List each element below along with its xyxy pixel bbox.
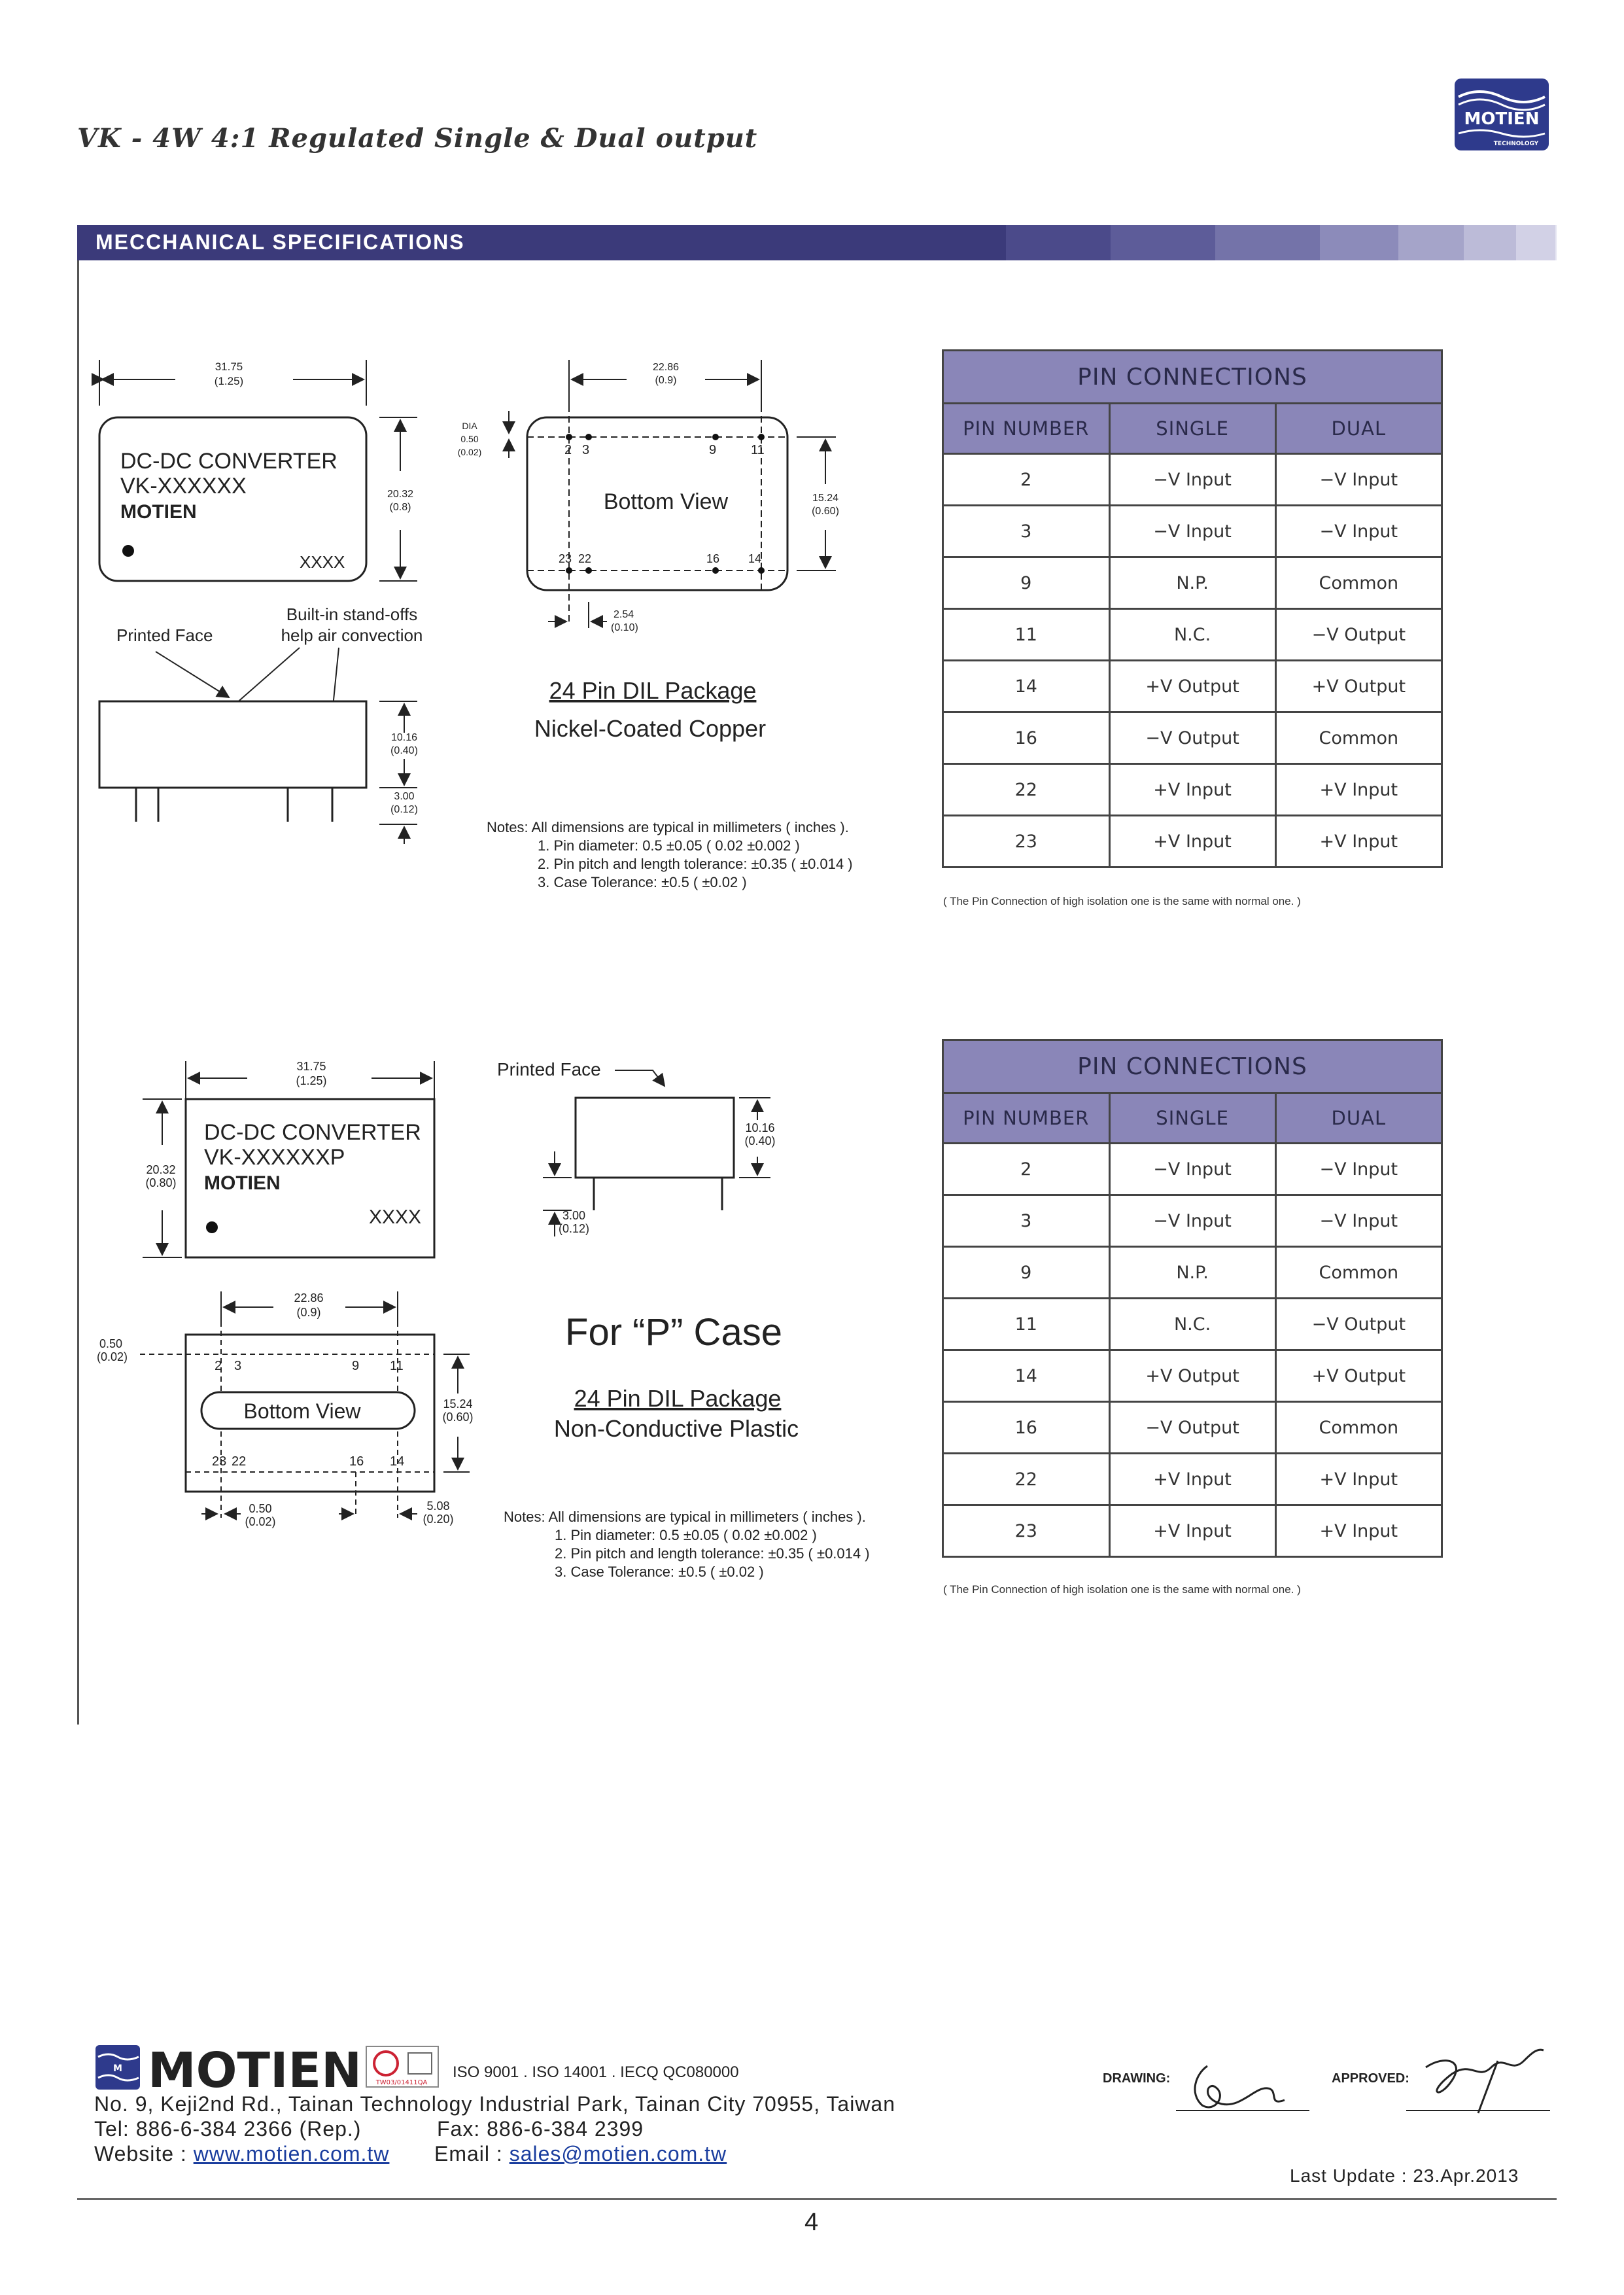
pin-2: 2 [564,443,572,457]
certifications: ISO 9001 . ISO 14001 . IECQ QC080000 [453,2063,739,2081]
motien-logo [1453,77,1550,152]
dim-row-mm: 15.24 [812,493,839,504]
package-title-2: 24 Pin DIL Package [574,1385,782,1412]
table-row [943,1195,1442,1247]
dim2-row-mm: 15.24 [443,1397,473,1410]
table-cell: +V Output [1275,1350,1442,1402]
pin2-9: 9 [352,1359,360,1373]
note2-line-3: 3. Case Tolerance: ±0.5 ( ±0.02 ) [555,1564,764,1580]
note-line-3: 3. Case Tolerance: ±0.5 ( ±0.02 ) [538,874,747,890]
table-cell: −V Output [1275,1299,1442,1350]
pin-9: 9 [709,443,717,457]
section-title: MECCHANICAL SPECIFICATIONS [95,230,465,254]
table-cell: Common [1275,557,1442,609]
website-link[interactable]: www.motien.com.tw [193,2142,390,2165]
table-cell: +V Output [1109,661,1275,712]
col-header-dual: DUAL [1275,1093,1442,1144]
table-cell: +V Input [1275,764,1442,816]
dim2-side-in: (0.40) [744,1134,776,1148]
dia-mm: 0.50 [460,434,479,444]
pin2-3: 3 [234,1359,242,1373]
dim2-offset-mm: 5.08 [426,1499,450,1513]
drawing-label: DRAWING: [1103,2071,1171,2086]
bottom-view-label: Bottom View [603,489,729,514]
package-material: Nickel-Coated Copper [534,715,767,742]
footer-brand-text: MOTIEN [148,2042,362,2094]
note-line-2: 2. Pin pitch and length tolerance: ±0.35 ( ±0.014 ) [538,856,853,872]
table-cell: +V Output [1275,661,1442,712]
dim2-height-in: (0.80) [145,1176,177,1189]
face2-code: XXXX [369,1206,422,1228]
table-row [943,1505,1442,1557]
pin2-22: 22 [232,1454,247,1469]
table-cell: −V Input [1109,1195,1275,1247]
pin2-2: 2 [215,1359,222,1373]
dim-width-in: (1.25) [214,375,244,387]
website-line: Website : www.motien.com.tw [94,2142,390,2165]
face-line1: DC-DC CONVERTER [120,449,337,474]
dim2-pinw-mm: 0.50 [249,1502,272,1515]
dim2-dia-in: (0.02) [97,1350,128,1363]
table-row [943,1454,1442,1505]
standoffs-line2: help air convection [281,625,423,645]
dim2-height-mm: 20.32 [146,1163,176,1176]
table-cell: −V Input [1109,1144,1275,1195]
col-header-single: SINGLE [1109,404,1275,454]
pin-16: 16 [706,552,720,565]
dim-pin-in: (0.12) [390,804,418,815]
table-row [943,506,1442,557]
col-header-pin: PIN NUMBER [943,1093,1110,1144]
dim2-side-mm: 10.16 [745,1121,775,1134]
table-cell: −V Input [1275,1195,1442,1247]
dim-pitch-mm: 22.86 [652,362,680,373]
printed-face-label-2: Printed Face [497,1059,601,1079]
pin1-dot-2 [206,1221,218,1233]
table-cell: 9 [943,1247,1110,1299]
table-row [943,609,1442,661]
dim2-pinw-in: (0.02) [245,1515,276,1528]
table-cell: −V Output [1109,1402,1275,1454]
table-cell: 9 [943,557,1110,609]
table-title: PIN CONNECTIONS [943,351,1442,404]
table-cell: Common [1275,712,1442,764]
table-row [943,764,1442,816]
dim-pin-mm: 3.00 [394,791,415,802]
table-cell: −V Input [1275,454,1442,506]
pin-table-note-1: ( The Pin Connection of high isolation one is the same with normal one. ) [943,895,1301,907]
dim-side-mm: 10.16 [390,732,418,743]
table-cell: −V Input [1275,506,1442,557]
dia-in: (0.02) [457,447,482,457]
col-header-dual: DUAL [1275,404,1442,454]
table-cell: 2 [943,1144,1110,1195]
drawing-signature [1169,2048,1313,2120]
dim2-width-in: (1.25) [296,1074,327,1087]
table-cell: +V Input [1109,764,1275,816]
mechanical-drawing-1 [77,340,941,916]
dim2-pitch-in: (0.9) [296,1306,321,1319]
footer-rule [77,2198,1557,2200]
logo-text: MOTIEN [1464,109,1540,129]
mechanical-drawing-2 [77,1047,941,1596]
table-cell: +V Input [1275,816,1442,867]
table-cell: +V Input [1275,1505,1442,1557]
face2-line2: VK-XXXXXXP [204,1145,345,1170]
approved-label: APPROVED: [1332,2071,1409,2086]
pin1-dot [122,545,134,557]
table-row [943,661,1442,712]
table-cell: −V Input [1275,1144,1442,1195]
footer-brand [95,2041,449,2097]
dim-width-mm: 31.75 [215,360,243,373]
table-cell: Common [1275,1402,1442,1454]
pin-14: 14 [748,552,762,565]
logo-subtext: TECHNOLOGY [1493,141,1539,147]
face-brand: MOTIEN [120,501,197,523]
dim-height-in: (0.8) [389,502,411,513]
dim2-pin-in: (0.12) [559,1222,590,1235]
face-line2: VK-XXXXXX [120,474,247,499]
pin-11: 11 [751,443,765,457]
table-row [943,1144,1442,1195]
pin-connections-table-2 [942,1039,1443,1558]
table-cell: 11 [943,609,1110,661]
email-link[interactable]: sales@motien.com.tw [509,2142,727,2165]
dim2-row-in: (0.60) [442,1410,474,1424]
pin2-11: 11 [390,1359,404,1373]
face2-brand: MOTIEN [204,1172,281,1194]
face2-line1: DC-DC CONVERTER [204,1120,421,1145]
pin2-23: 23 [212,1454,227,1469]
table-cell: +V Output [1109,1350,1275,1402]
table-cell: N.P. [1109,1247,1275,1299]
pin-22: 22 [578,552,592,565]
table-cell: 3 [943,506,1110,557]
col-header-single: SINGLE [1109,1093,1275,1144]
pin2-16: 16 [349,1454,364,1469]
note2-line-1: 1. Pin diameter: 0.5 ±0.05 ( 0.02 ±0.002 ) [555,1527,817,1543]
table-cell: +V Input [1109,1454,1275,1505]
table-row [943,1350,1442,1402]
dim-height-mm: 20.32 [387,489,414,500]
last-update: Last Update : 23.Apr.2013 [1290,2165,1519,2186]
dia-label: DIA [462,421,477,431]
svg-text:M: M [113,2063,122,2074]
table-cell: +V Input [1275,1454,1442,1505]
table-cell: 11 [943,1299,1110,1350]
note-line-1: 1. Pin diameter: 0.5 ±0.05 ( 0.02 ±0.002 ) [538,837,800,854]
table-cell: 22 [943,764,1110,816]
table-cell: −V Input [1109,506,1275,557]
fax: Fax: 886-6-384 2399 [437,2117,644,2141]
table-row [943,816,1442,867]
page-number: 4 [804,2209,819,2236]
dim2-pitch-mm: 22.86 [294,1291,324,1305]
table-row [943,1247,1442,1299]
package-material-2: Non-Conductive Plastic [553,1415,799,1442]
note2-line-2: 2. Pin pitch and length tolerance: ±0.35 ( ±0.014 ) [555,1545,870,1562]
cert-badge-text: TW03/01411QA [375,2079,428,2086]
table-cell: 16 [943,1402,1110,1454]
address: No. 9, Keji2nd Rd., Tainan Technology Industrial Park, Tainan City 70955, Taiwan [94,2092,896,2116]
dim-spacing-in: (0.10) [611,622,638,633]
table-row [943,1299,1442,1350]
note-line-0: Notes: All dimensions are typical in millimeters ( inches ). [487,819,849,835]
dim-side-in: (0.40) [390,745,418,756]
table-title: PIN CONNECTIONS [943,1040,1442,1093]
pin2-14: 14 [390,1454,405,1469]
dim2-width-mm: 31.75 [296,1060,326,1073]
pin-connections-table-1 [942,349,1443,868]
table-cell: Common [1275,1247,1442,1299]
table-cell: N.C. [1109,1299,1275,1350]
table-cell: +V Input [1109,816,1275,867]
dim2-offset-in: (0.20) [423,1513,454,1526]
table-cell: 3 [943,1195,1110,1247]
table-cell: +V Input [1109,1505,1275,1557]
dim-pitch-in: (0.9) [655,375,677,386]
printed-face-label: Printed Face [116,625,213,645]
approved-signature [1400,2041,1557,2120]
dim2-dia-mm: 0.50 [99,1337,123,1350]
table-cell: 14 [943,1350,1110,1402]
dim-row-in: (0.60) [812,506,839,517]
p-case-title: For “P” Case [565,1311,782,1354]
table-cell: N.C. [1109,609,1275,661]
dim2-pin-mm: 3.00 [562,1209,586,1222]
table-row [943,557,1442,609]
standoffs-line1: Built-in stand-offs [286,604,418,624]
face-code: XXXX [300,552,345,572]
table-cell: −V Output [1109,712,1275,764]
table-cell: 23 [943,816,1110,867]
tel: Tel: 886-6-384 2366 (Rep.) [94,2117,362,2141]
package-title: 24 Pin DIL Package [549,677,757,704]
table-row [943,1402,1442,1454]
pin-table-note-2: ( The Pin Connection of high isolation one is the same with normal one. ) [943,1583,1301,1596]
email-line: Email : sales@motien.com.tw [434,2142,727,2165]
table-cell: 16 [943,712,1110,764]
table-cell: 23 [943,1505,1110,1557]
col-header-pin: PIN NUMBER [943,404,1110,454]
dim-spacing-mm: 2.54 [613,609,634,620]
pin-3: 3 [582,443,590,457]
table-cell: −V Output [1275,609,1442,661]
table-cell: 2 [943,454,1110,506]
pin-23: 23 [559,552,572,565]
document-title: VK - 4W 4:1 Regulated Single & Dual output [77,123,758,154]
bottom-view-label-2: Bottom View [243,1399,361,1423]
table-cell: 14 [943,661,1110,712]
table-cell: 22 [943,1454,1110,1505]
table-cell: −V Input [1109,454,1275,506]
note2-line-0: Notes: All dimensions are typical in millimeters ( inches ). [504,1509,866,1525]
table-row [943,454,1442,506]
table-row [943,712,1442,764]
table-cell: N.P. [1109,557,1275,609]
